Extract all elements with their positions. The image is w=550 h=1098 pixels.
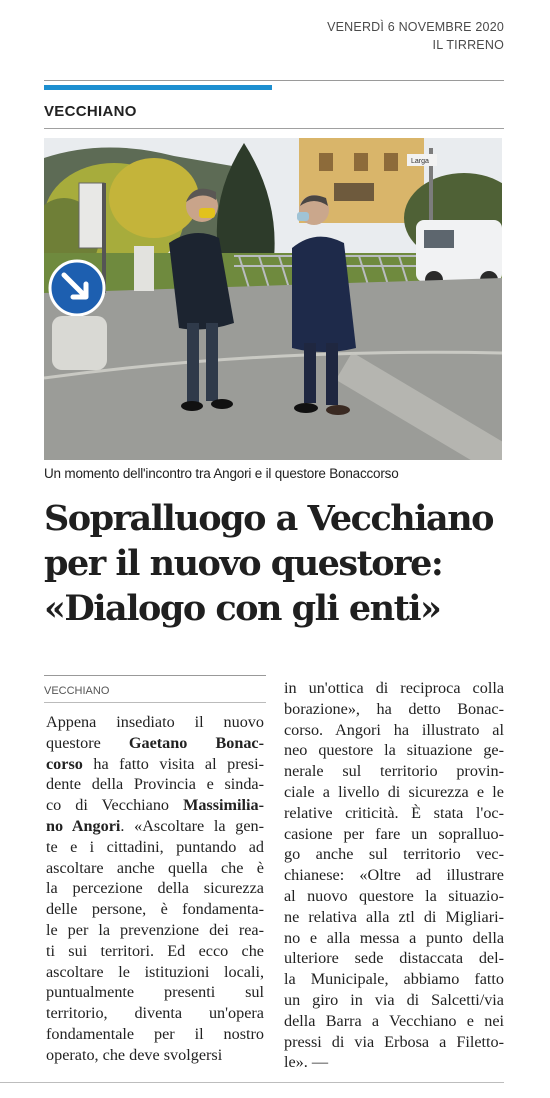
body-line [46, 795, 264, 816]
street-sign-text: Larga [411, 158, 429, 165]
headline-line: Sopralluogo a Vecchiano [44, 498, 494, 539]
article-photo [44, 138, 502, 460]
kicker-divider-bottom [44, 702, 266, 703]
body-line: relative criticità. È stata l'oc- [284, 803, 504, 822]
newspaper-name: IL TIRRENO [432, 38, 504, 52]
kicker-divider [44, 675, 266, 676]
article-headline [44, 496, 514, 631]
body-line: ciale a livello di sicurezza e le [284, 782, 504, 801]
body-line: ascoltare anche quella che è [46, 858, 264, 877]
issue-date: VENERDÌ 6 NOVEMBRE 2020 [327, 20, 504, 34]
body-line [46, 816, 264, 837]
body-line: dente della Provincia e sinda- [46, 775, 264, 794]
body-column-left [46, 712, 264, 1066]
body-line: territorio, diventa un'opera [46, 1004, 264, 1023]
name-highlight: Massimilia- [183, 796, 264, 815]
body-line: nerale sul territorio provin- [284, 762, 504, 781]
section-accent-bar [44, 85, 272, 90]
body-line: le». — [284, 1053, 329, 1072]
body-text-span: ha fatto visita al presi- [82, 754, 264, 773]
body-line: ulteriore sede distaccata del- [284, 949, 504, 968]
article-kicker: VECCHIANO [44, 685, 110, 697]
body-line: neo questore la situazione ge- [284, 741, 504, 760]
body-line [46, 733, 264, 754]
name-highlight: no Angori [46, 816, 121, 835]
body-line: puntualmente presenti sul [46, 983, 264, 1002]
body-column-right [284, 678, 504, 1073]
body-line: te e i cittadini, puntando ad [46, 837, 264, 856]
body-line: ne relativa alla ztl di Migliari- [284, 907, 504, 926]
body-line: go anche sul territorio vec- [284, 845, 504, 864]
masthead [327, 18, 504, 54]
body-line: ti sui territori. Ed ecco che [46, 941, 264, 960]
body-line: operato, che deve svolgersi [46, 1045, 223, 1064]
body-line: borazione», ha detto Bonac- [284, 699, 504, 718]
headline-line: per il nuovo questore: [44, 543, 443, 584]
body-line: in un'ottica di reciproca colla [284, 679, 504, 697]
body-line: pressi di via Erbosa a Filetto- [284, 1032, 504, 1051]
top-divider [44, 80, 504, 81]
body-line: la percezione della sicurezza [46, 879, 264, 898]
body-line: ascoltare le istituzioni locali, [46, 962, 264, 981]
photo-caption: Un momento dell'incontro tra Angori e il questore Bonaccorso [44, 466, 399, 481]
section-label: VECCHIANO [44, 103, 137, 120]
name-highlight: corso [46, 754, 83, 773]
section-divider [44, 128, 504, 129]
photo-illustration [44, 138, 502, 460]
body-line: no e alla messa a punto della [284, 928, 504, 947]
body-line: al nuovo questore la situazio- [284, 886, 504, 905]
body-line: casione per fare un sopralluo- [284, 824, 504, 843]
body-text-span: questore [46, 733, 129, 752]
body-line: fondamentale per il nostro [46, 1024, 264, 1043]
body-line: delle persone, è fondamenta- [46, 900, 264, 919]
body-line: chianese: «Oltre ad illustrare [284, 866, 504, 885]
body-line: della Barra a Vecchiano e nei [284, 1011, 504, 1030]
body-line: la Municipale, abbiamo fatto [284, 970, 504, 989]
body-line: le per la prevenzione dei rea- [46, 920, 264, 939]
body-line: Appena insediato il nuovo [46, 713, 264, 731]
body-text-span: co di Vecchiano [46, 796, 184, 815]
name-highlight: Gaetano Bonac- [128, 733, 265, 752]
body-text-span: . «Ascoltare la gen- [120, 816, 264, 835]
body-line [46, 754, 264, 775]
headline-line: «Dialogo con gli enti» [44, 588, 441, 629]
body-line: corso. Angori ha illustrato al [284, 720, 504, 739]
body-line: un giro in via di Salcetti/via [284, 990, 504, 1009]
bottom-divider [0, 1082, 504, 1083]
